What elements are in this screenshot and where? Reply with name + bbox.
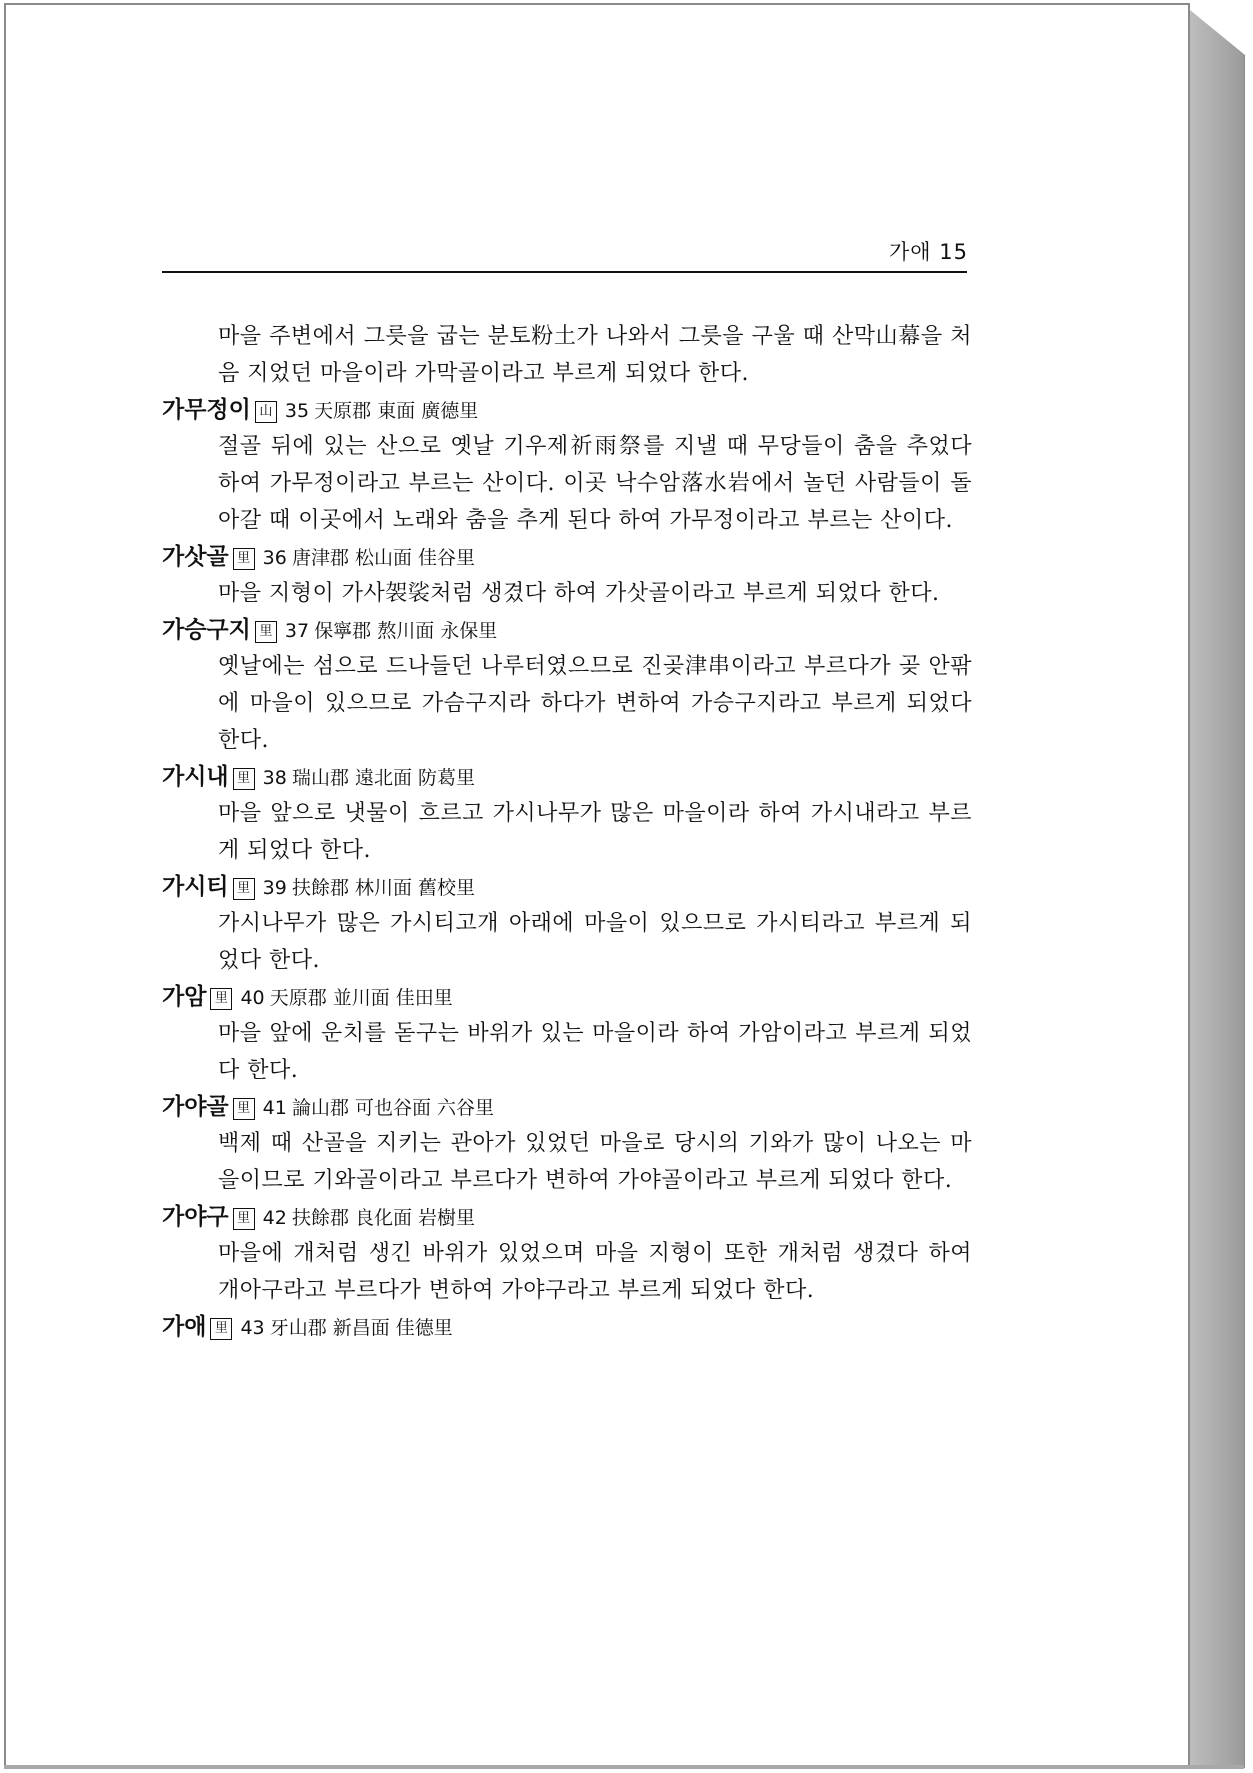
entry-type-badge: 里 — [255, 621, 277, 643]
entry-item — [162, 869, 972, 979]
entry-description: 마을 앞으로 냇물이 흐르고 가시나무가 많은 마을이라 하여 가시내라고 부르게 되었다 한다. — [218, 801, 972, 863]
entry-term: 가시내 — [162, 764, 229, 790]
entry-number: 43 — [240, 1317, 265, 1339]
entry-description: 절골 뒤에 있는 산으로 옛날 기우제祈雨祭를 지낼 때 무당들이 춤을 추었다 하여 가무정이라고 부르는 산이다. 이곳 낙수암落水岩에서 놀던 사람들이 돌아갈 때 이곳에서 노래와 춤을 추게 된다 하여 가무정이라고 부르는 산이다. — [218, 434, 972, 533]
entry-head — [162, 612, 972, 648]
entry-type-badge: 里 — [210, 1318, 232, 1340]
entry-description-block — [218, 428, 972, 539]
entry-number: 37 — [284, 620, 310, 642]
entry-term: 가삿골 — [162, 544, 229, 570]
entry-head — [162, 1089, 972, 1125]
entry-number: 36 — [262, 547, 287, 569]
entry-type-badge: 里 — [210, 988, 232, 1010]
entry-term: 가승구지 — [162, 617, 251, 643]
entry-head — [162, 1309, 972, 1345]
entry-term: 가무정이 — [162, 397, 251, 423]
entry-item — [162, 612, 972, 759]
entry-item — [162, 392, 972, 539]
entry-term: 가애 — [162, 1314, 207, 1340]
entry-term: 가야골 — [162, 1094, 229, 1120]
entry-location: 保寧郡 熬川面 永保里 — [314, 620, 498, 642]
header-rule — [162, 271, 967, 273]
entry-type-badge: 里 — [233, 548, 255, 570]
entry-description-block — [218, 1015, 972, 1089]
entry-location: 扶餘郡 良化面 岩樹里 — [291, 1207, 476, 1229]
entry-description: 마을에 개처럼 생긴 바위가 있었으며 마을 지형이 또한 개처럼 생겼다 하여 개아구라고 부르다가 변하여 가야구라고 부르게 되었다 한다. — [218, 1241, 972, 1303]
entry-item — [162, 539, 972, 612]
entry-location: 扶餘郡 林川面 舊校里 — [291, 877, 476, 899]
entry-location: 天原郡 東面 廣德里 — [314, 400, 479, 422]
lead-text: 마을 주변에서 그릇을 굽는 분토粉土가 나와서 그릇을 구울 때 산막山幕을 처음 지었던 마을이라 가막골이라고 부르게 되었다 한다. — [218, 324, 972, 386]
entry-description-block — [218, 575, 972, 612]
entry-type-badge: 里 — [233, 878, 255, 900]
book-bottom-edge — [4, 1765, 1244, 1769]
lead-paragraph — [218, 318, 972, 392]
book-side-edge — [1190, 10, 1245, 1768]
entry-location: 牙山郡 新昌面 佳德里 — [269, 1317, 453, 1339]
entry-description-block — [218, 905, 972, 979]
entry-number: 40 — [240, 987, 265, 1009]
entry-description: 백제 때 산골을 지키는 관아가 있었던 마을로 당시의 기와가 많이 나오는 마을이므로 기와골이라고 부르다가 변하여 가야골이라고 부르게 되었다 한다. — [218, 1131, 972, 1193]
entry-head — [162, 392, 972, 428]
entry-description-block — [218, 1235, 972, 1309]
entry-term: 가야구 — [162, 1204, 229, 1230]
entry-item — [162, 1199, 972, 1309]
entry-location: 天原郡 並川面 佳田里 — [269, 987, 453, 1009]
entry-item — [162, 1089, 972, 1199]
entry-type-badge: 里 — [233, 1208, 255, 1230]
entry-item — [162, 1309, 972, 1345]
entry-location: 唐津郡 松山面 佳谷里 — [291, 547, 476, 569]
entry-location: 瑞山郡 遠北面 防葛里 — [291, 767, 476, 789]
entry-item — [162, 759, 972, 869]
entry-item — [162, 979, 972, 1089]
entry-term: 가시티 — [162, 874, 229, 900]
entry-number: 41 — [262, 1097, 287, 1119]
running-header: 가애 15 — [889, 240, 968, 264]
entry-head — [162, 759, 972, 795]
entry-location: 論山郡 可也谷面 六谷里 — [291, 1097, 495, 1119]
entry-head — [162, 979, 972, 1015]
entry-type-badge: 里 — [233, 768, 255, 790]
page-content — [162, 318, 972, 1345]
entry-number: 39 — [262, 877, 287, 899]
entry-term: 가암 — [162, 984, 207, 1010]
entry-number: 38 — [262, 767, 287, 789]
entry-number: 42 — [262, 1207, 287, 1229]
entry-description: 마을 앞에 운치를 돋구는 바위가 있는 마을이라 하여 가암이라고 부르게 되었다 한다. — [218, 1021, 972, 1083]
entry-description: 가시나무가 많은 가시티고개 아래에 마을이 있으므로 가시티라고 부르게 되었다 한다. — [218, 911, 972, 973]
entry-type-badge: 里 — [233, 1098, 255, 1120]
entry-head — [162, 1199, 972, 1235]
entry-head — [162, 869, 972, 905]
entry-description: 옛날에는 섬으로 드나들던 나루터였으므로 진곶津串이라고 부르다가 곶 안팎에 마을이 있으므로 가슴구지라 하다가 변하여 가승구지라고 부르게 되었다 한다. — [218, 654, 972, 753]
entry-description-block — [218, 1125, 972, 1199]
entry-description-block — [218, 795, 972, 869]
entry-number: 35 — [284, 400, 310, 422]
entry-description: 마을 지형이 가사袈裟처럼 생겼다 하여 가삿골이라고 부르게 되었다 한다. — [218, 581, 940, 606]
entry-description-block — [218, 648, 972, 759]
entry-type-badge: 山 — [255, 401, 277, 423]
entry-head — [162, 539, 972, 575]
